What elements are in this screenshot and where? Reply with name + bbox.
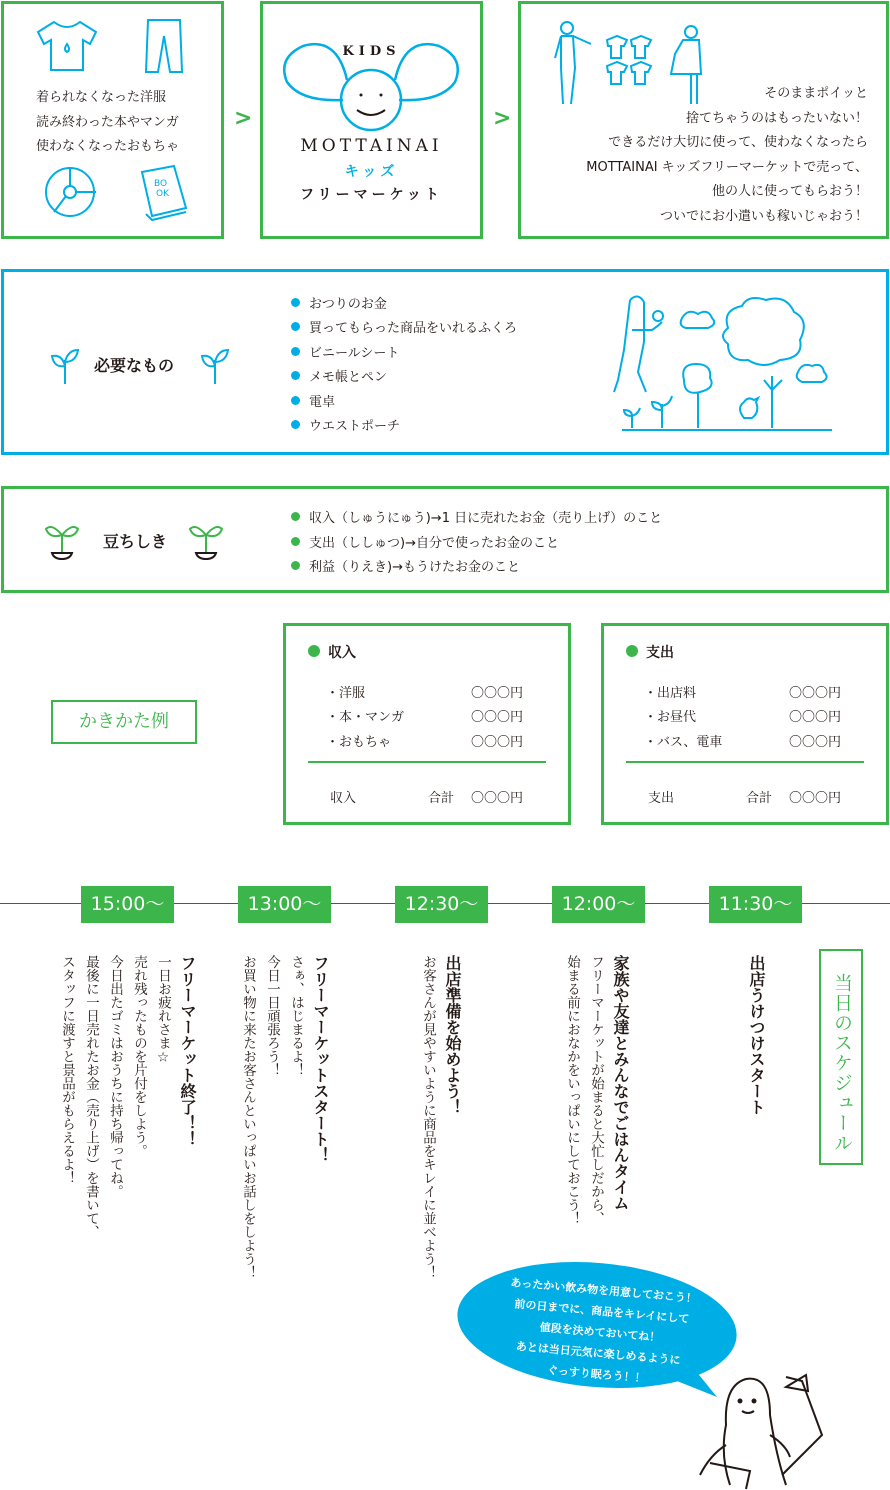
slot-title: 出店準備を始めよう！ — [443, 955, 462, 1115]
slot-title: フリーマーケットスタート！ — [311, 955, 330, 1163]
slot-body-line: 最後に一日売れたお金（売り上げ）を書いて、 — [83, 955, 99, 1239]
message-line: 他の人に使ってもらおう！ — [711, 184, 868, 199]
needed-item: ビニールシート — [309, 342, 399, 361]
income-row-label: ・洋服 — [326, 686, 366, 701]
shirt-icon — [34, 18, 100, 74]
income-row-value: 〇〇〇円 — [471, 735, 524, 750]
slot-body-line: 今日一日頑張ろう！ — [264, 955, 280, 1077]
schedule-slot-1500 — [55, 955, 199, 1239]
expense-row-label: ・バス、電車 — [644, 735, 723, 750]
slot-body-line: 始まる前におなかをいっぱいにしておこう！ — [564, 955, 580, 1225]
slot-body-line: 今日出たゴミはおうちに持ち帰ってね。 — [107, 955, 123, 1198]
svg-text:BO: BO — [154, 179, 168, 189]
income-row-label: ・おもちゃ — [326, 735, 392, 750]
bubble-line: ぐっすり眠ろう！！ — [546, 1363, 647, 1386]
expense-total-label: 合計 — [746, 791, 773, 806]
expense-row-value: 〇〇〇円 — [789, 686, 842, 701]
slot-body-line: さぁ、はじまるよ！ — [288, 955, 304, 1077]
income-card — [283, 623, 571, 825]
logo-kids-kana: キッズ — [344, 164, 399, 180]
slot-title: 家族や友達とみんなでごはんタイム — [611, 955, 630, 1211]
income-total-label: 合計 — [428, 791, 455, 806]
trivia-item: 収入（しゅうにゅう)→1 日に売れたお金（売り上げ）のこと — [309, 507, 662, 526]
ball-icon — [42, 164, 98, 220]
schedule-slot-1130 — [744, 955, 768, 1115]
character-illustration — [690, 1365, 835, 1490]
income-total: 〇〇〇円 — [471, 791, 524, 806]
arrow-right-icon: > — [234, 106, 253, 131]
bubble-line: あとは当日元気に楽しめるように — [515, 1339, 681, 1368]
logo-fleamarket: フリーマーケット — [300, 187, 443, 203]
svg-text:OK: OK — [156, 189, 169, 199]
sprout-icon — [188, 521, 224, 561]
slot-body-line: 一日お疲れさま☆ — [155, 955, 171, 1066]
intro-item-line: 着られなくなった洋服 — [36, 90, 167, 105]
logo-mottainai: MOTTAINAI — [300, 136, 443, 156]
message-line: できるだけ大切に使って、使わなくなったら — [608, 135, 868, 150]
income-row-value: 〇〇〇円 — [471, 686, 524, 701]
expense-total: 〇〇〇円 — [789, 791, 842, 806]
income-row-value: 〇〇〇円 — [471, 710, 524, 725]
needed-items-panel — [1, 269, 889, 455]
slot-title: フリーマーケット終了！！ — [178, 955, 197, 1147]
bubble-line: 値段を決めておいてね！ — [539, 1320, 661, 1345]
intro-item-line: 読み終わった本やマンガ — [36, 114, 179, 130]
intro-items-panel — [1, 1, 224, 239]
intro-item-line: 使わなくなったおもちゃ — [36, 139, 180, 154]
expense-footer-label: 支出 — [648, 791, 675, 806]
slot-title: 出店うけつけスタート — [747, 955, 766, 1115]
trivia-panel — [1, 486, 889, 593]
time-badge: 15:00〜 — [81, 886, 174, 923]
needed-item: メモ帳とペン — [309, 366, 387, 385]
bubble-line: あったかい飲み物を用意しておこう！ — [509, 1276, 698, 1306]
expense-row-label: ・お昼代 — [644, 710, 697, 725]
sprout-icon — [50, 346, 80, 386]
slot-body-line: 売れ残ったものを片付をしよう。 — [131, 955, 147, 1158]
slot-body-line: お買い物に来たお客さんといっぱいお話しをしよう！ — [240, 955, 256, 1279]
needed-item: 買ってもらった商品をいれるふくろ — [309, 317, 517, 336]
trivia-item: 支出（ししゅつ)→自分で使ったお金のこと — [309, 532, 559, 551]
bubble-text — [476, 1270, 724, 1396]
income-row-label: ・本・マンガ — [326, 710, 405, 725]
expense-row-label: ・出店料 — [644, 686, 697, 701]
time-badge: 12:30〜 — [395, 886, 488, 923]
divider — [308, 761, 546, 763]
schedule-slot-1200 — [560, 955, 632, 1225]
message-panel — [518, 1, 889, 239]
park-illustration — [612, 290, 842, 435]
schedule-slot-1300 — [236, 955, 332, 1279]
trivia-item: 利益（りえき)→もうけたお金のこと — [309, 556, 520, 575]
bubble-line: 前の日までに、商品をキレイにして — [513, 1297, 690, 1326]
message-line: MOTTAINAI キッズフリーマーケットで売って、 — [586, 159, 868, 175]
income-footer-label: 収入 — [330, 791, 357, 806]
slot-body-line: フリーマーケットが始まると大忙しだから、 — [588, 955, 604, 1225]
arrow-right-icon: > — [493, 106, 512, 131]
expense-row-value: 〇〇〇円 — [789, 710, 842, 725]
expense-card — [601, 623, 889, 825]
trivia-title: 豆ちしき — [103, 532, 168, 551]
slot-body-line: スタッフに渡すと景品がもらえるよ！ — [59, 955, 75, 1185]
expense-title: 支出 — [646, 642, 674, 662]
sprout-icon — [44, 521, 80, 561]
time-badge: 11:30〜 — [709, 886, 802, 923]
message-line: ついでにお小遣いも稼いじゃおう！ — [659, 208, 868, 224]
income-title: 収入 — [328, 642, 356, 662]
time-badge: 13:00〜 — [238, 886, 331, 923]
time-badge: 12:00〜 — [552, 886, 645, 923]
slot-body-line: お客さんが見やすいように商品をキレイに並べよう！ — [420, 955, 436, 1279]
message-line: そのままポイッと — [764, 86, 868, 101]
divider — [626, 761, 864, 763]
message-line: 捨てちゃうのはもったいない！ — [685, 110, 868, 126]
logo-panel — [260, 1, 483, 239]
pants-icon — [142, 18, 186, 76]
needed-item: ウエストポーチ — [309, 415, 400, 434]
expense-row-value: 〇〇〇円 — [789, 735, 842, 750]
schedule-title: 当日のスケジュール — [819, 949, 863, 1165]
sprout-icon — [200, 346, 230, 386]
example-label: かきかた例 — [51, 700, 197, 744]
needed-item: 電卓 — [309, 391, 335, 410]
schedule-slot-1230 — [416, 955, 464, 1279]
books-icon — [138, 164, 190, 222]
needed-item: おつりのお金 — [309, 293, 387, 312]
logo-kids: KIDS — [342, 44, 401, 59]
needed-title: 必要なもの — [94, 356, 175, 375]
